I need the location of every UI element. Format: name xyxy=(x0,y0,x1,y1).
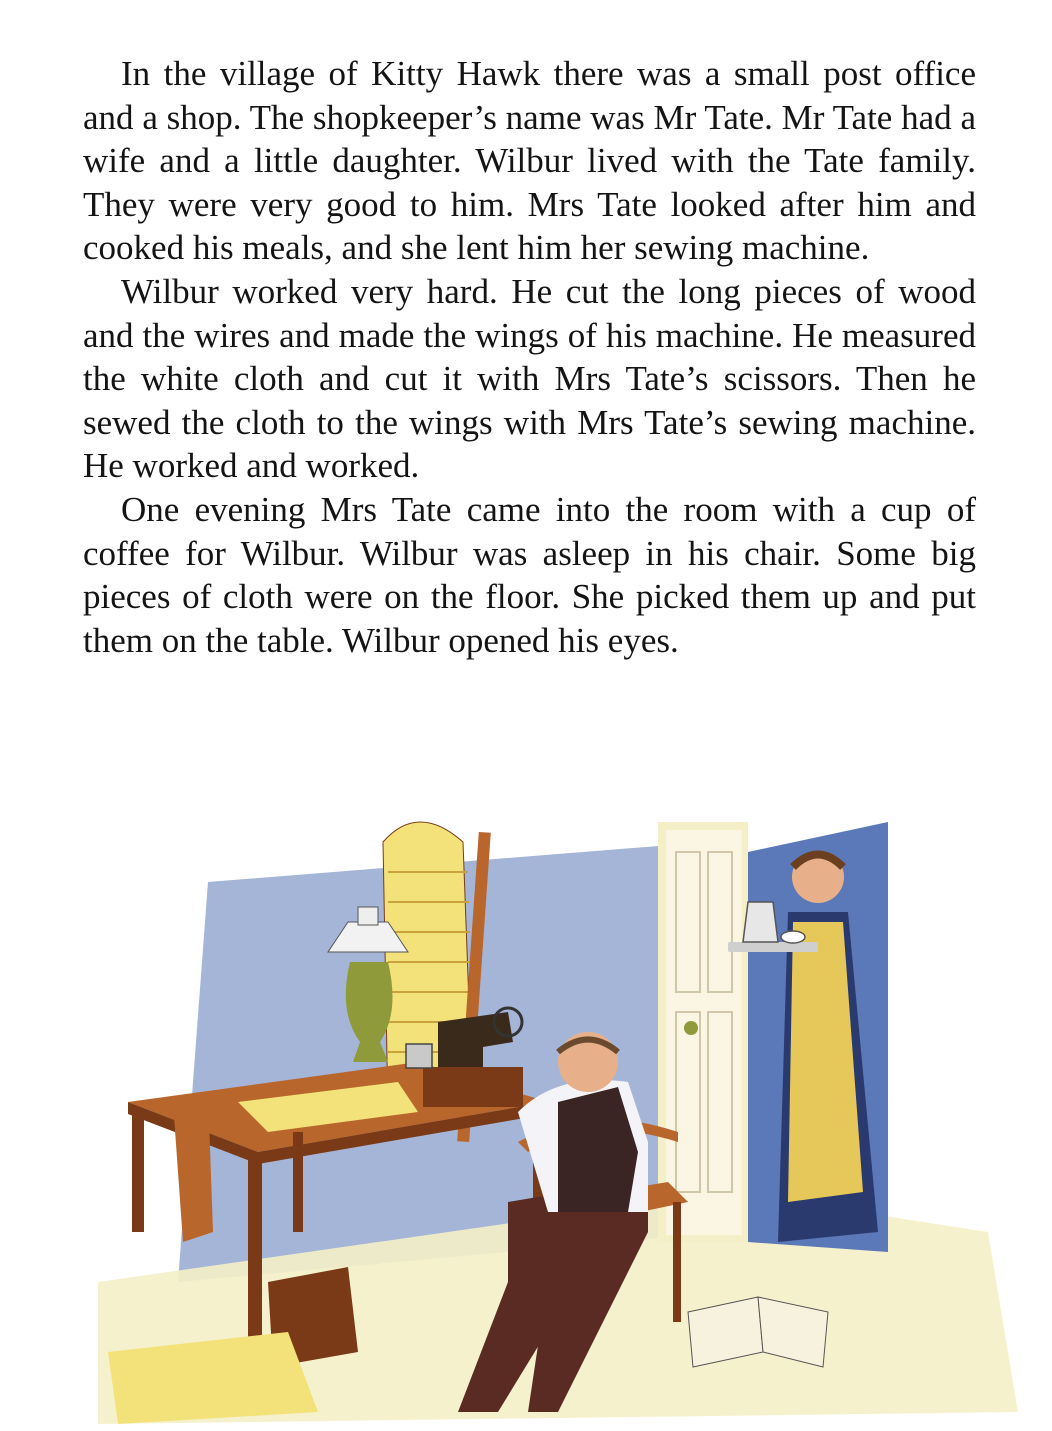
story-text xyxy=(83,52,976,662)
tin-can xyxy=(406,1044,432,1068)
cloth-on-table xyxy=(173,1092,213,1242)
door xyxy=(658,822,748,1242)
story-illustration xyxy=(88,812,1018,1424)
paragraph-2: Wilbur worked very hard. He cut the long pieces of wood and the wires and made the wings of his machine. He measured the white cloth and cut it with Mrs Tate’s scissors. Then he sewed the cloth to the wings with Mrs Tate’s sewing machine. He worked and worked. xyxy=(83,271,976,486)
paragraph-3: One evening Mrs Tate came into the room with a cup of coffee for Wilbur. Wilbur was asleep in his chair. Some big pieces of cloth were on the floor. She picked them up and put them on the table. Wilbur opened his eyes. xyxy=(83,489,976,660)
paragraph-1: In the village of Kitty Hawk there was a small post office and a shop. The shopkeeper’s name was Mr Tate. Mr Tate had a wife and a little daughter. Wilbur lived with the Tate family. They were very good to him. Mrs Tate looked after him and cooked his meals, and she lent him her sewing machine. xyxy=(83,54,976,268)
